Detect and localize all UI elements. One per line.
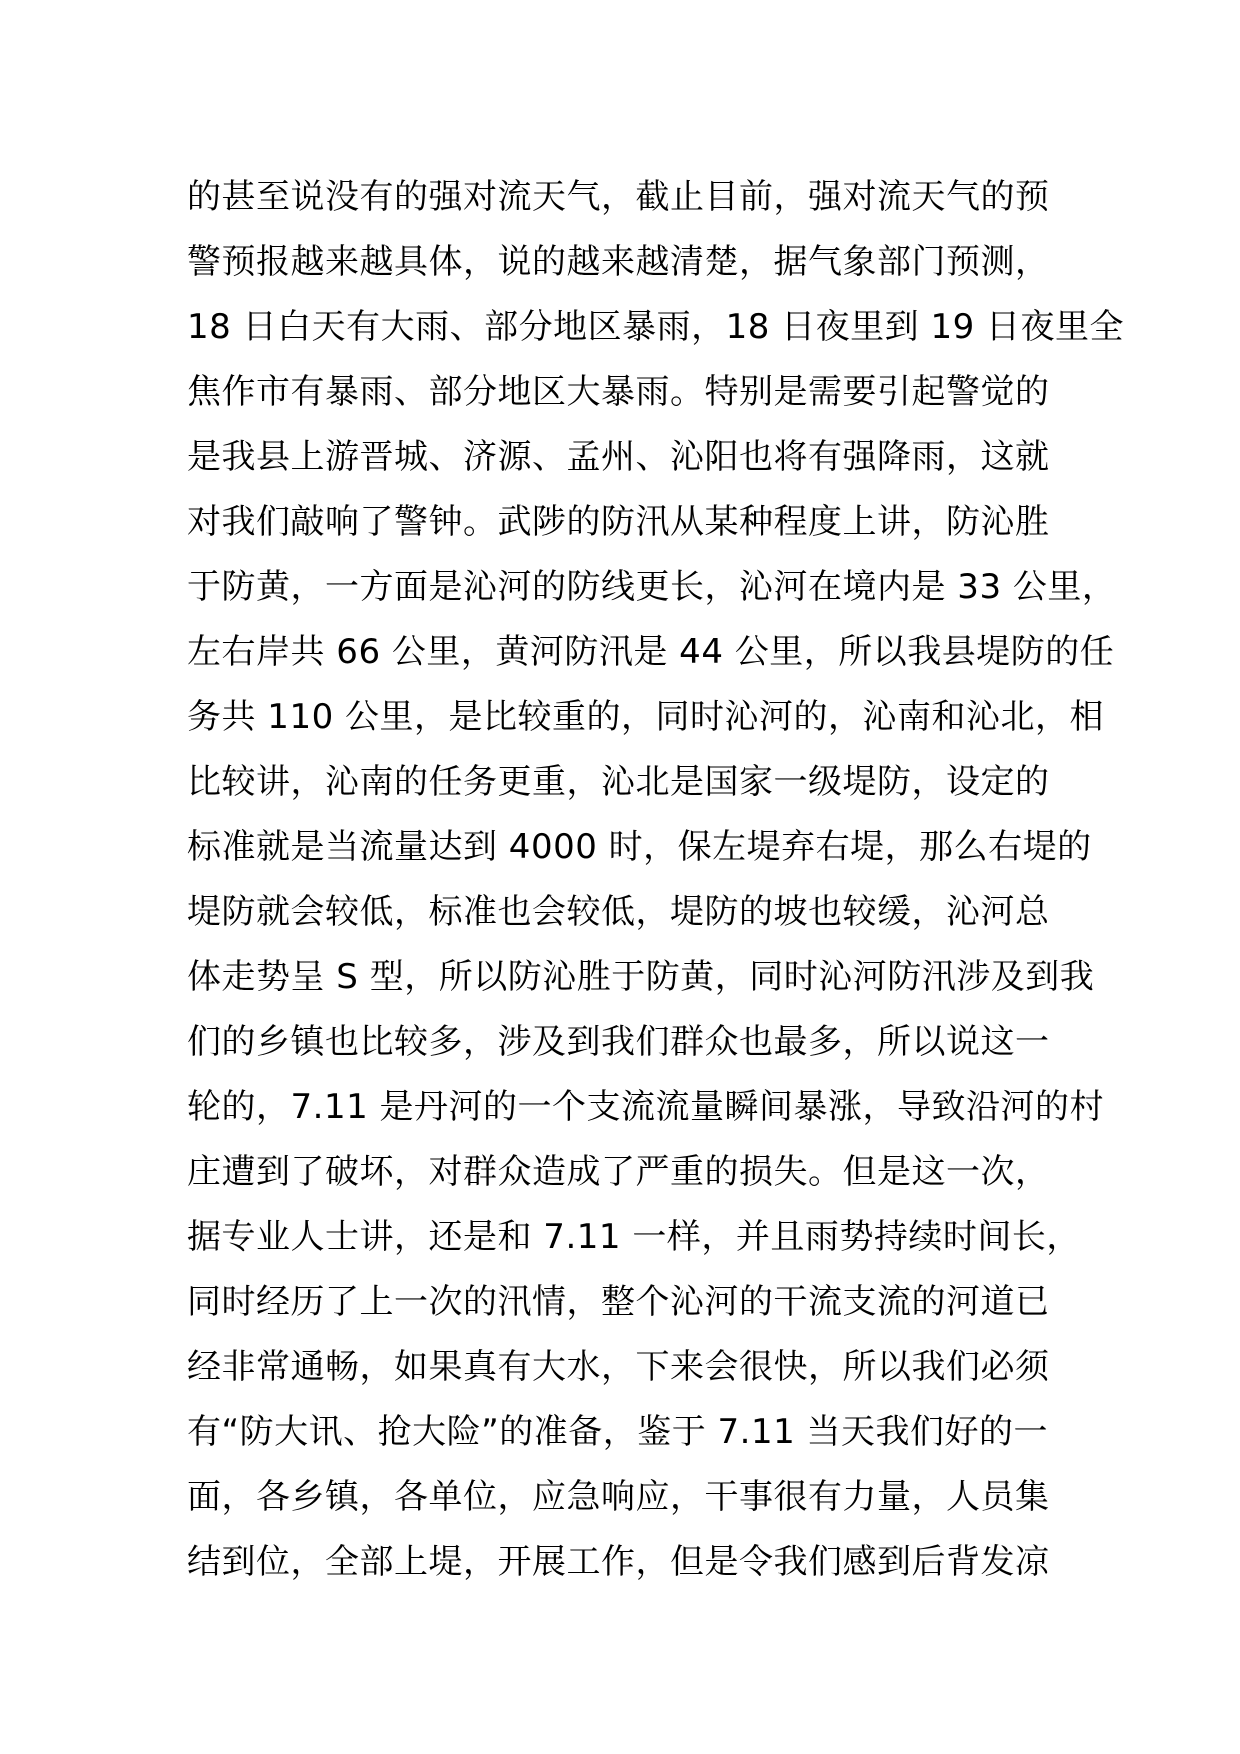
text-line: 左右岸共 66 公里，黄河防汛是 44 公里，所以我县堤防的任: [187, 632, 1115, 672]
text-line: 堤防就会较低，标准也会较低，堤防的坡也较缓，沁河总: [187, 892, 1050, 932]
text-line: 们的乡镇也比较多，涉及到我们群众也最多，所以说这一: [187, 1022, 1050, 1062]
text-line: 于防黄，一方面是沁河的防线更长，沁河在境内是 33 公里，: [187, 567, 1117, 607]
text-line: 对我们敲响了警钟。武陟的防汛从某种程度上讲，防沁胜: [187, 502, 1050, 542]
text-line: 18 日白天有大雨、部分地区暴雨，18 日夜里到 19 日夜里全: [187, 307, 1125, 347]
text-line: 同时经历了上一次的汛情，整个沁河的干流支流的河道已: [187, 1282, 1050, 1322]
text-line: 庄遭到了破坏，对群众造成了严重的损失。但是这一次，: [187, 1152, 1050, 1192]
text-line: 警预报越来越具体，说的越来越清楚，据气象部门预测，: [187, 242, 1050, 282]
text-line: 标准就是当流量达到 4000 时，保左堤弃右堤，那么右堤的: [187, 827, 1092, 867]
text-line: 务共 110 公里，是比较重的，同时沁河的，沁南和沁北，相: [187, 697, 1105, 737]
text-line: 轮的，7.11 是丹河的一个支流流量瞬间暴涨，导致沿河的村: [187, 1087, 1105, 1127]
body-text: [187, 165, 1125, 1595]
text-line: 的甚至说没有的强对流天气，截止目前，强对流天气的预: [187, 177, 1050, 217]
text-line: 面，各乡镇，各单位，应急响应，干事很有力量，人员集: [187, 1477, 1050, 1517]
text-line: 有“防大讯、抢大险”的准备，鉴于 7.11 当天我们好的一: [187, 1412, 1049, 1452]
text-line: 焦作市有暴雨、部分地区大暴雨。特别是需要引起警觉的: [187, 372, 1050, 412]
text-line: 是我县上游晋城、济源、孟州、沁阳也将有强降雨，这就: [187, 437, 1050, 477]
text-line: 据专业人士讲，还是和 7.11 一样，并且雨势持续时间长，: [187, 1217, 1081, 1257]
text-line: 比较讲，沁南的任务更重，沁北是国家一级堤防，设定的: [187, 762, 1050, 802]
text-line: 体走势呈 S 型，所以防沁胜于防黄，同时沁河防汛涉及到我: [187, 957, 1095, 997]
text-line: 经非常通畅，如果真有大水，下来会很快，所以我们必须: [187, 1347, 1050, 1387]
text-line: 结到位，全部上堤，开展工作，但是令我们感到后背发凉: [187, 1542, 1050, 1582]
